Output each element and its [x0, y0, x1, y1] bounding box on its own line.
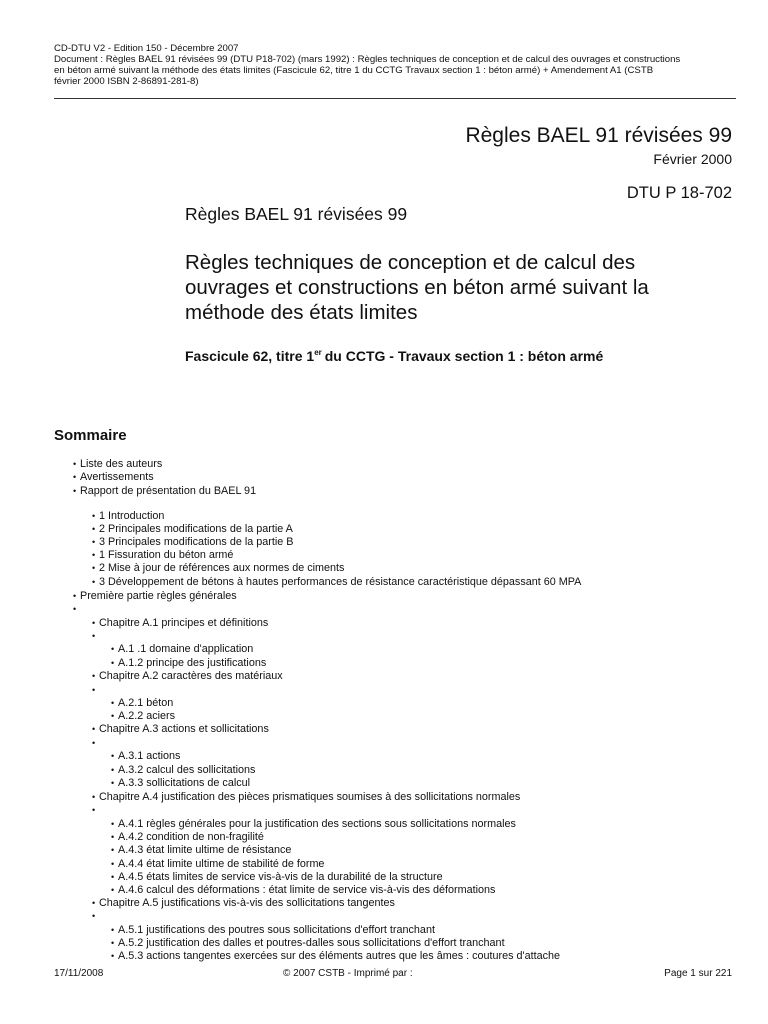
- bullet-icon: •: [92, 911, 96, 921]
- bullet-icon: •: [111, 832, 115, 842]
- bullet-icon: •: [92, 563, 96, 573]
- bullet-icon: •: [92, 537, 96, 547]
- bullet-icon: •: [92, 550, 96, 560]
- header-line: Document : Règles BAEL 91 révisées 99 (DTU P18-702) (mars 1992) : Règles techniques de conception et de calcul des ouvrages et constructions: [54, 54, 681, 65]
- toc-item[interactable]: • Chapitre A.5 justifications vis-à-vis des sollicitations tangentes: [92, 897, 395, 909]
- toc-item[interactable]: • Chapitre A.2 caractères des matériaux: [92, 670, 283, 682]
- bullet-icon: •: [92, 738, 96, 748]
- bullet-icon: •: [111, 711, 115, 721]
- bullet-icon: •: [92, 724, 96, 734]
- toc-item[interactable]: • Rapport de présentation du BAEL 91: [73, 485, 257, 497]
- publication-date: Février 2000: [653, 151, 732, 167]
- bullet-icon: •: [92, 524, 96, 534]
- toc-item[interactable]: • A.2.2 aciers: [111, 710, 176, 722]
- toc-item[interactable]: • A.4.5 états limites de service vis-à-vis de la durabilité de la structure: [111, 871, 443, 883]
- bullet-icon: •: [73, 604, 77, 614]
- bullet-icon: •: [92, 511, 96, 521]
- toc-item[interactable]: • A.5.1 justifications des poutres sous sollicitations d'effort tranchant: [111, 924, 435, 936]
- toc-item[interactable]: • Chapitre A.3 actions et sollicitations: [92, 723, 269, 735]
- dtu-reference: DTU P 18-702: [626, 184, 732, 202]
- bullet-icon: •: [73, 591, 77, 601]
- toc-item[interactable]: • 2 Mise à jour de références aux normes de ciments: [92, 562, 345, 574]
- toc-item[interactable]: • 3 Développement de bétons à hautes performances de résistance caractéristique dépassant 60 MPA: [92, 576, 582, 588]
- header-line: en béton armé suivant la méthode des états limites (Fascicule 62, titre 1 du CCTG Travaux section 1 : béton armé) + Amendement A1 (CSTB: [54, 65, 654, 76]
- fascicule-suffix: du CCTG - Travaux section 1 : béton armé: [324, 348, 604, 364]
- toc-item-empty: [92, 910, 99, 922]
- toc-item-empty: [92, 737, 99, 749]
- bullet-icon: •: [92, 805, 96, 815]
- toc-item[interactable]: • 2 Principales modifications de la partie A: [92, 523, 293, 535]
- main-title-line: Règles techniques de conception et de calcul des: [185, 251, 636, 274]
- toc-item-empty: [92, 684, 99, 696]
- header-line: février 2000 ISBN 2-86891-281-8): [54, 76, 199, 87]
- toc-item[interactable]: • A.1.2 principe des justifications: [111, 657, 267, 669]
- bullet-icon: •: [92, 618, 96, 628]
- bullet-icon: •: [111, 765, 115, 775]
- toc-item-empty: [92, 630, 99, 642]
- bullet-icon: •: [111, 644, 115, 654]
- toc-item[interactable]: • 3 Principales modifications de la partie B: [92, 536, 294, 548]
- bullet-icon: •: [92, 685, 96, 695]
- toc-item[interactable]: • A.4.3 état limite ultime de résistance: [111, 844, 292, 856]
- bullet-icon: •: [111, 859, 115, 869]
- toc-item[interactable]: • A.3.3 sollicitations de calcul: [111, 777, 251, 789]
- toc-item[interactable]: • Avertissements: [73, 471, 154, 483]
- bullet-icon: •: [92, 577, 96, 587]
- bullet-icon: •: [111, 751, 115, 761]
- toc-item[interactable]: • A.3.2 calcul des sollicitations: [111, 764, 256, 776]
- footer-copyright: © 2007 CSTB - Imprimé par :: [283, 968, 413, 979]
- bullet-icon: •: [111, 845, 115, 855]
- toc-item[interactable]: • A.4.4 état limite ultime de stabilité de forme: [111, 858, 325, 870]
- main-title-line: méthode des états limites: [185, 301, 418, 324]
- toc-item[interactable]: • Liste des auteurs: [73, 458, 163, 470]
- page-title: Règles BAEL 91 révisées 99: [465, 124, 732, 147]
- bullet-icon: •: [111, 938, 115, 948]
- toc-item[interactable]: • 1 Introduction: [92, 510, 165, 522]
- bullet-icon: •: [111, 778, 115, 788]
- fascicule-prefix: Fascicule 62, titre 1: [185, 348, 315, 364]
- sommaire-heading: Sommaire: [54, 427, 127, 444]
- toc-item[interactable]: • A.4.6 calcul des déformations : état limite de service vis-à-vis des déformations: [111, 884, 496, 896]
- toc-item[interactable]: • Chapitre A.1 principes et définitions: [92, 617, 269, 629]
- toc-item[interactable]: • A.3.1 actions: [111, 750, 181, 762]
- bullet-icon: •: [111, 819, 115, 829]
- bullet-icon: •: [73, 459, 77, 469]
- bullet-icon: •: [111, 885, 115, 895]
- toc-item-empty: [73, 603, 80, 615]
- bullet-icon: •: [111, 951, 115, 961]
- toc-item[interactable]: • A.2.1 béton: [111, 697, 174, 709]
- toc-item[interactable]: • A.5.3 actions tangentes exercées sur des éléments autres que les âmes : coutures d'attache: [111, 950, 560, 962]
- bullet-icon: •: [111, 872, 115, 882]
- toc-item[interactable]: • A.4.2 condition de non-fragilité: [111, 831, 264, 843]
- bullet-icon: •: [73, 486, 77, 496]
- document-subtitle: Règles BAEL 91 révisées 99: [185, 204, 408, 224]
- bullet-icon: •: [92, 898, 96, 908]
- footer-page-number: Page 1 sur 221: [664, 968, 732, 979]
- main-title-line: ouvrages et constructions en béton armé suivant la: [185, 276, 649, 299]
- toc-item[interactable]: • Première partie règles générales: [73, 590, 237, 602]
- bullet-icon: •: [111, 925, 115, 935]
- toc-item[interactable]: • A.5.2 justification des dalles et poutres-dalles sous sollicitations d'effort tranchant: [111, 937, 505, 949]
- toc-item[interactable]: • A.4.1 règles générales pour la justification des sections sous sollicitations normales: [111, 818, 516, 830]
- toc-item[interactable]: • A.1 .1 domaine d'application: [111, 643, 254, 655]
- fascicule-superscript: er: [314, 348, 322, 357]
- toc-item[interactable]: • 1 Fissuration du béton armé: [92, 549, 234, 561]
- toc-item[interactable]: • Chapitre A.4 justification des pièces prismatiques soumises à des sollicitations normales: [92, 791, 521, 803]
- header-line: CD-DTU V2 - Edition 150 - Décembre 2007: [54, 43, 239, 54]
- bullet-icon: •: [92, 792, 96, 802]
- bullet-icon: •: [92, 631, 96, 641]
- footer-date: 17/11/2008: [54, 968, 104, 979]
- bullet-icon: •: [73, 472, 77, 482]
- bullet-icon: •: [111, 698, 115, 708]
- toc-item-empty: [92, 804, 99, 816]
- bullet-icon: •: [92, 671, 96, 681]
- bullet-icon: •: [111, 658, 115, 668]
